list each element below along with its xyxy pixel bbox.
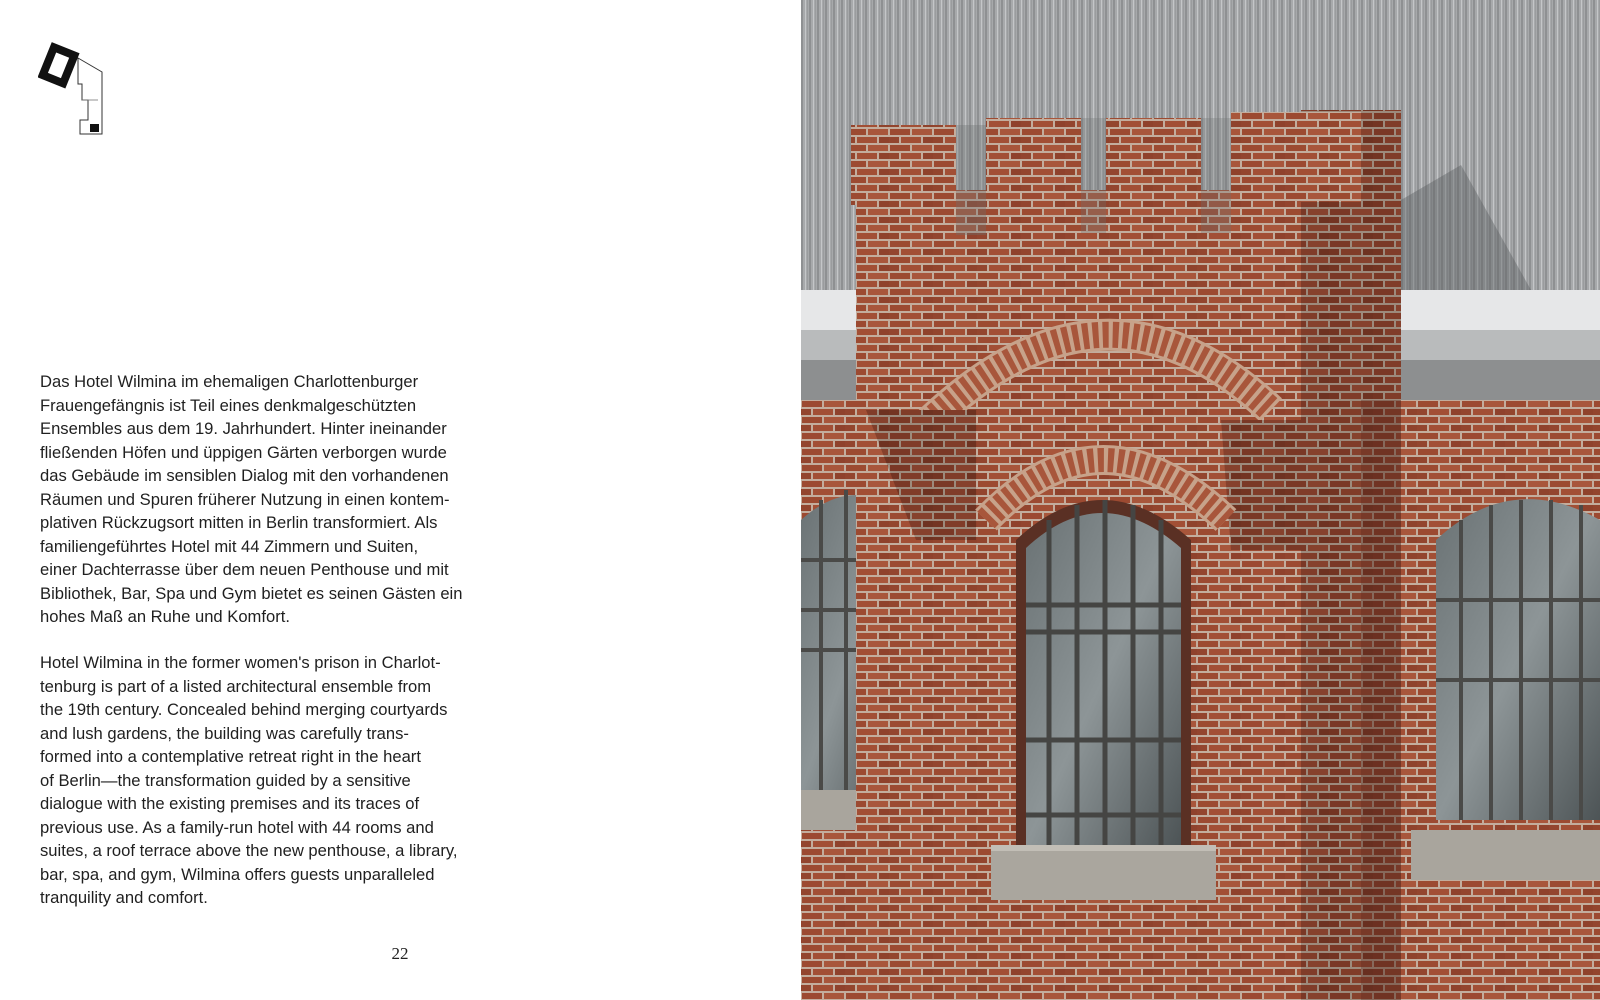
english-paragraph: Hotel Wilmina in the former women's prison in Charlot- tenburg is part of a listed architectural ensemble from the 19th century. Concealed behind merging courtyards and lush gardens, the building was carefully trans- formed into a contemplative retreat right in the heart of Berlin—the transformation guided by a sensitive dialogue with the existing premises and its traces of previous use. As a family-run hotel with 44 rooms and suites, a roof terrace above the new penthouse, a library, bar, spa, and gym, Wilmina offers guests unparalleled tranquility and comfort.: [40, 653, 458, 907]
german-paragraph: Das Hotel Wilmina im ehemaligen Charlottenburger Frauengefängnis ist Teil eines denkmalgeschützten Ensembles aus dem 19. Jahrhundert. Hinter ineinander fließenden Höfen und üppigen Gärten verborgen wurde das Gebäude im sensiblen Dialog mit den vorhandenen Räumen und Spuren früherer Nutzung in einen kontem- plativen Rückzugsort mitten in Berlin transformiert. Als familiengeführtes Hotel mit 44 Zimmern und Suiten, einer Dachterrasse über dem neuen Penthouse und mit Bibliothek, Bar, Spa und Gym bietet es seinen Gästen ein hohes Maß an Ruhe und Komfort.: [40, 372, 463, 626]
page-number: 22: [391, 944, 409, 963]
floorplan-icon: [38, 38, 110, 138]
photo-panel: [801, 0, 1600, 1000]
brick-tower-photo: [801, 0, 1600, 1000]
